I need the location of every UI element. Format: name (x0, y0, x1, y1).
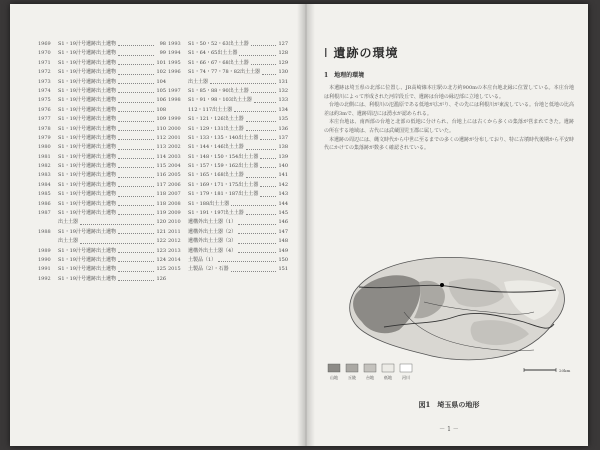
terrain-map-figure (324, 252, 574, 392)
toc-entry-title: 土製品（1） (188, 256, 217, 263)
toc-entry-title: 出土土器 (58, 238, 79, 245)
toc-entry (168, 59, 288, 68)
toc-leader-dots (118, 87, 154, 93)
book-spread (10, 4, 588, 446)
toc-entry-page: 112 (156, 134, 166, 141)
toc-entry (168, 247, 288, 256)
toc-entry-page: 142 (278, 181, 288, 188)
legend-swatch (382, 364, 394, 372)
toc-entry-code: 1988 (38, 228, 51, 235)
toc-leader-dots (246, 171, 276, 177)
toc-leader-dots (260, 181, 276, 187)
toc-entry-page: 143 (278, 191, 288, 198)
toc-entry-page: 128 (278, 50, 288, 57)
toc-entry-title: 出土土器 (58, 219, 79, 226)
toc-entry-code: 1976 (38, 106, 51, 113)
scale-label: 20km (559, 368, 571, 373)
toc-entry (168, 265, 288, 274)
toc-entry-title: S1・50・52・63出土土器 (188, 41, 249, 47)
toc-entry (168, 40, 288, 49)
toc-leader-dots (80, 218, 154, 224)
toc-entry-code: 1990 (38, 256, 51, 263)
toc-entry (38, 125, 166, 134)
toc-entry-page: 139 (278, 153, 288, 160)
toc-entry-title: S1・19汁号遺跡出土遺物 (58, 50, 116, 57)
toc-entry-title: S1・19汁号遺跡出土遺物 (58, 266, 116, 273)
toc-entry-title: 土製品（2）・石器 (188, 266, 229, 273)
legend-label: 低地 (384, 375, 392, 380)
toc-entry-code: 1969 (38, 41, 51, 47)
toc-entry-page: 99 (159, 50, 166, 57)
toc-entry-title: S1・19汁号遺跡出土遺物 (58, 181, 116, 188)
toc-entry-title: S1・169・171・175出土土器 (188, 181, 259, 188)
toc-entry-code: 1984 (38, 181, 51, 188)
legend-swatch (328, 364, 340, 372)
toc-entry-page: 124 (156, 256, 166, 263)
legend-label: 丘陵 (348, 375, 356, 380)
toc-entry (168, 171, 288, 180)
toc-leader-dots (118, 68, 154, 74)
toc-entry-title: S1・19汁号遺跡出土遺物 (58, 69, 116, 76)
toc-leader-dots (80, 237, 154, 243)
toc-entry-title: S1・19汁号遺跡出土遺物 (58, 97, 116, 104)
toc-entry-title: S1・19汁号遺跡出土遺物 (58, 41, 116, 47)
toc-entry-code: 1973 (38, 78, 51, 85)
toc-entry-code: 1999 (168, 116, 181, 123)
toc-entry-code: 2010 (168, 219, 181, 226)
toc-leader-dots (118, 200, 154, 206)
toc-entry-title: S1・19汁号遺跡出土遺物 (58, 134, 116, 141)
toc-leader-dots (246, 125, 276, 131)
page-number: － 1 － (439, 426, 459, 433)
body-text (324, 84, 574, 153)
toc-column-right (168, 40, 288, 275)
body-paragraph: 本庄台地は、南西部の台地と北部の低地に分けられ、台地上には古くから多くの集落が営まれてきた。遺跡の所在する地域は、古代には武蔵国児玉郡に属していた。 (324, 119, 574, 134)
site-marker (440, 283, 444, 287)
left-page (10, 4, 300, 446)
toc-entry (38, 49, 166, 58)
toc-leader-dots (118, 115, 154, 121)
toc-entry-page: 101 (156, 59, 166, 66)
toc-entry-code: 2004 (168, 163, 181, 170)
toc-entry (38, 115, 166, 124)
toc-entry (38, 218, 166, 227)
toc-leader-dots (251, 59, 276, 65)
toc-entry-title: S1・19汁号遺跡出土遺物 (58, 125, 116, 132)
toc-leader-dots (118, 78, 154, 84)
toc-leader-dots (246, 143, 276, 149)
toc-entry-title: S1・19汁号遺跡出土遺物 (58, 210, 116, 217)
toc-entry-page: 127 (278, 41, 288, 47)
toc-entry-code: 2013 (168, 247, 181, 254)
toc-entry-code: 2000 (168, 125, 181, 132)
toc-entry (38, 59, 166, 68)
toc-leader-dots (118, 49, 154, 55)
toc-entry-title: 遺構外出土土器（1） (188, 219, 237, 226)
toc-entry-code: 2014 (168, 256, 181, 263)
toc-leader-dots (118, 275, 154, 281)
toc-leader-dots (246, 115, 276, 121)
toc-entry-code: 2006 (168, 181, 181, 188)
toc-entry-code: 1980 (38, 144, 51, 151)
body-paragraph: 台地の北側には、利根川の氾濫原である低地が広がり、その先には利根川が東流している。台地と低地の比高差は約3mで、遺跡周辺には湧水が認められる。 (324, 102, 575, 117)
toc-entry-title: S1・19汁号遺跡出土遺物 (58, 256, 116, 263)
toc-entry (168, 115, 288, 124)
toc-entry-page: 131 (278, 78, 288, 85)
toc-entry (38, 143, 166, 152)
toc-entry-title: S1・144・146出土土器 (188, 144, 244, 151)
toc-entry (168, 125, 288, 134)
toc-entry-page: 144 (278, 200, 288, 207)
toc-entry-page: 110 (156, 125, 166, 132)
legend-swatch (400, 364, 412, 372)
toc-leader-dots (118, 181, 154, 187)
toc-leader-dots (210, 78, 276, 84)
toc-entry-title: S1・19汁号遺跡出土遺物 (58, 153, 116, 160)
toc-entry-page: 119 (156, 210, 166, 217)
toc-entry (38, 228, 166, 237)
toc-entry (168, 190, 288, 199)
toc-entry (38, 247, 166, 256)
toc-entry-page: 121 (156, 228, 166, 235)
toc-entry-code: 2009 (168, 210, 181, 217)
toc-entry-page: 148 (278, 238, 288, 245)
toc-entry-page: 106 (156, 97, 166, 104)
toc-entry-page: 118 (156, 200, 166, 207)
toc-entry (38, 171, 166, 180)
toc-entry-code (38, 218, 58, 227)
toc-leader-dots (239, 49, 276, 55)
toc-entry-title: S1・19汁号遺跡出土遺物 (58, 78, 116, 85)
legend-label: 台地 (366, 375, 374, 380)
toc-entry (168, 106, 288, 115)
toc-entry-code: 1981 (38, 153, 51, 160)
toc-entry-title: S1・74・77・78・82出土土器 (188, 69, 261, 76)
toc-entry-page: 123 (156, 247, 166, 254)
toc-entry (38, 134, 166, 143)
toc-entry (168, 78, 288, 87)
toc-entry-page: 136 (278, 125, 288, 132)
toc-entry-title: S1・19汁号遺跡出土遺物 (58, 275, 116, 282)
toc-entry (168, 228, 288, 237)
toc-entry-page: 108 (156, 106, 166, 113)
toc-entry-page: 126 (156, 275, 166, 282)
toc-entry-page: 114 (156, 153, 166, 160)
toc-entry-title: 遺構外出土土器（4） (188, 247, 237, 254)
toc-entry-code: 1975 (38, 97, 51, 104)
toc-entry (168, 218, 288, 227)
toc-entry-code: 1989 (38, 247, 51, 254)
toc-leader-dots (218, 256, 276, 262)
toc-entry-code: 1996 (168, 69, 181, 76)
toc-leader-dots (118, 228, 154, 234)
toc-entry-page: 122 (156, 238, 166, 245)
toc-entry-page: 134 (278, 106, 288, 113)
toc-entry-code: 1997 (168, 87, 181, 94)
toc-leader-dots (118, 247, 154, 253)
toc-entry-title: S1・19汁号遺跡出土遺物 (58, 59, 116, 66)
toc-entry-title: S1・188出土土器 (188, 200, 230, 207)
section-title: 1 地理的環境 (324, 72, 365, 79)
toc-entry-code: 1992 (38, 275, 51, 282)
toc-entry-code: 1991 (38, 266, 51, 273)
chapter-number: Ⅰ (324, 45, 328, 60)
toc-entry-title: S1・191・197出土土器 (188, 210, 244, 217)
toc-entry (38, 87, 166, 96)
toc-entry-page: 113 (156, 144, 166, 151)
toc-entry-code (38, 237, 58, 246)
toc-leader-dots (246, 209, 276, 215)
toc-entry-page: 104 (156, 78, 166, 85)
toc-leader-dots (118, 209, 154, 215)
toc-entry-title: 出土土器 (188, 78, 209, 85)
legend-label: 山地 (330, 375, 338, 380)
toc-entry (38, 200, 166, 209)
toc-entry-title: S1・19汁号遺跡出土遺物 (58, 247, 116, 254)
terrain-map (324, 252, 574, 392)
toc-leader-dots (118, 134, 154, 140)
toc-entry-page: 102 (156, 69, 166, 76)
toc-leader-dots (251, 40, 276, 46)
toc-entry (38, 40, 166, 49)
chapter-heading (324, 44, 399, 61)
toc-entry (38, 256, 166, 265)
toc-leader-dots (262, 68, 276, 74)
toc-entry-title: 遺構外出土土器（2） (188, 228, 237, 235)
toc-leader-dots (118, 153, 154, 159)
toc-entry (38, 181, 166, 190)
toc-leader-dots (260, 190, 276, 196)
toc-leader-dots (260, 153, 276, 159)
toc-entry-title: 遺構外出土土器（3） (188, 238, 237, 245)
toc-entry-page: 115 (156, 163, 166, 170)
toc-entry-code: 1995 (168, 59, 181, 66)
toc-leader-dots (234, 106, 276, 112)
toc-entry (168, 200, 288, 209)
toc-entry-page: 151 (278, 266, 288, 273)
toc-entry-page: 137 (278, 134, 288, 141)
toc-entry-page: 105 (156, 87, 166, 94)
toc-entry (38, 96, 166, 105)
toc-leader-dots (118, 125, 154, 131)
toc-leader-dots (251, 87, 276, 93)
toc-entry-code: 1985 (38, 191, 51, 198)
toc-entry-code: 2012 (168, 238, 181, 245)
toc-entry-title: S1・85・88・90出土土器 (188, 87, 249, 94)
toc-entry (38, 237, 166, 246)
toc-entry-title: S1・157・159・162出土土器 (188, 163, 259, 170)
toc-leader-dots (238, 218, 276, 224)
toc-entry (38, 162, 166, 171)
toc-entry-page: 109 (156, 116, 166, 123)
toc-entry-title: S1・19汁号遺跡出土遺物 (58, 228, 116, 235)
body-paragraph: 本遺跡は埼玉県の北部に位置し、JR高崎線本庄駅の北方約900mの本庄台地北縁に位置している。本庄台地は利根川によって形成された河岸段丘で、遺跡は台地の縁辺部に立地している。 (324, 85, 574, 100)
toc-leader-dots (118, 162, 154, 168)
toc-entry (38, 106, 166, 115)
toc-entry-code: 1986 (38, 200, 51, 207)
toc-entry-title: S1・19汁号遺跡出土遺物 (58, 87, 116, 94)
toc-entry-title: S1・19汁号遺跡出土遺物 (58, 163, 116, 170)
toc-leader-dots (238, 228, 276, 234)
toc-entry-title: S1・66・67・68出土土器 (188, 59, 249, 66)
toc-entry-page: 117 (156, 181, 166, 188)
toc-entry (38, 209, 166, 218)
toc-entry-page: 132 (278, 87, 288, 94)
toc-entry (38, 190, 166, 199)
toc-leader-dots (118, 143, 154, 149)
toc-entry-code: 2011 (168, 228, 181, 235)
toc-entry-page: 147 (278, 228, 288, 235)
toc-entry-title: S1・19汁号遺跡出土遺物 (58, 191, 116, 198)
toc-leader-dots (118, 59, 154, 65)
toc-entry-title: S1・121・126出土土器 (188, 116, 244, 123)
toc-entry (38, 68, 166, 77)
toc-entry-page: 145 (278, 210, 288, 217)
toc-entry (168, 237, 288, 246)
toc-leader-dots (118, 171, 154, 177)
toc-entry-title: S1・91・98・103出土土器 (188, 97, 252, 104)
toc-entry (168, 68, 288, 77)
toc-entry-page: 118 (156, 191, 166, 198)
toc-entry-page: 150 (278, 256, 288, 263)
toc-leader-dots (118, 190, 154, 196)
toc-entry-page: 116 (156, 172, 166, 179)
toc-entry-code: 2001 (168, 134, 181, 141)
toc-entry (168, 49, 288, 58)
toc-leader-dots (238, 247, 276, 253)
toc-entry-title: S1・179・181・187出土土器 (188, 191, 259, 198)
toc-entry (168, 162, 288, 171)
toc-entry-code: 2015 (168, 266, 181, 273)
toc-entry (38, 275, 166, 284)
toc-entry-code: 1998 (168, 97, 181, 104)
toc-entry-code: 2008 (168, 200, 181, 207)
toc-entry-title: S1・19汁号遺跡出土遺物 (58, 172, 116, 179)
toc-entry-code: 2005 (168, 172, 181, 179)
toc-entry (168, 209, 288, 218)
toc-entry-page: 129 (278, 59, 288, 66)
toc-entry (38, 153, 166, 162)
toc-entry (168, 153, 288, 162)
right-page (310, 4, 588, 446)
toc-entry-title: S1・19汁号遺跡出土遺物 (58, 106, 116, 113)
toc-entry-title: S1・129・131出土土器 (188, 125, 244, 132)
toc-entry-page: 141 (278, 172, 288, 179)
toc-entry-code (168, 78, 188, 87)
toc-entry-code: 2007 (168, 191, 181, 198)
toc-entry-page: 125 (156, 266, 166, 273)
toc-leader-dots (231, 265, 276, 271)
toc-leader-dots (118, 256, 154, 262)
toc-entry (168, 181, 288, 190)
toc-entry-code: 1977 (38, 116, 51, 123)
toc-entry-code: 2003 (168, 153, 181, 160)
body-paragraph: 本遺跡の周辺には、縄文時代から中世に至るまでの多くの遺跡が分布しており、特に古墳時代後期から平安時代にかけての集落跡が数多く確認されている。 (324, 136, 575, 152)
toc-entry (38, 78, 166, 87)
toc-entry (168, 143, 288, 152)
toc-leader-dots (118, 40, 154, 46)
toc-entry-page: 135 (278, 116, 288, 123)
toc-entry-code: 1971 (38, 59, 51, 66)
toc-leader-dots (260, 134, 276, 140)
toc-entry (38, 265, 166, 274)
toc-entry-title: 112・117出土土器 (188, 106, 233, 113)
toc-entry-code: 1974 (38, 87, 51, 94)
toc-leader-dots (118, 106, 154, 112)
toc-leader-dots (254, 96, 276, 102)
toc-entry-code: 1979 (38, 134, 51, 141)
toc-entry (168, 87, 288, 96)
toc-entry-page: 146 (278, 219, 288, 226)
toc-entry-code: 1978 (38, 125, 51, 132)
legend-label: 河川 (402, 375, 410, 380)
toc-entry-page: 133 (278, 97, 288, 104)
toc-entry-code: 1983 (38, 172, 51, 179)
toc-entry-code: 1993 (168, 41, 181, 47)
toc-entry-title: S1・165・168出土土器 (188, 172, 244, 179)
toc-leader-dots (118, 96, 154, 102)
toc-entry-title: S1・19汁号遺跡出土遺物 (58, 116, 116, 123)
toc-entry-title: S1・133・135・140出土土器 (188, 134, 259, 141)
legend-swatch (346, 364, 358, 372)
toc-entry-code: 1970 (38, 50, 51, 57)
toc-entry-title: S1・148・150・154出土土器 (188, 153, 259, 160)
toc-entry-page: 98 (159, 41, 166, 47)
toc-entry-code (168, 106, 188, 115)
toc-column-left (38, 40, 166, 284)
toc-leader-dots (260, 162, 276, 168)
toc-entry-code: 1987 (38, 210, 51, 217)
toc-entry-title: S1・19汁号遺跡出土遺物 (58, 200, 116, 207)
toc-entry (168, 134, 288, 143)
toc-entry-code: 1994 (168, 50, 181, 57)
toc-entry-page: 130 (278, 69, 288, 76)
toc-entry (168, 96, 288, 105)
toc-entry-page: 120 (156, 219, 166, 226)
toc-entry-code: 1972 (38, 69, 51, 76)
legend-swatch (364, 364, 376, 372)
toc-leader-dots (118, 265, 154, 271)
toc-entry-code: 1982 (38, 163, 51, 170)
toc-entry-code: 2002 (168, 144, 181, 151)
toc-entry-title: S1・19汁号遺跡出土遺物 (58, 144, 116, 151)
figure-caption: 図1 埼玉県の地形 (418, 400, 480, 409)
toc-entry-page: 149 (278, 247, 288, 254)
toc-leader-dots (231, 200, 276, 206)
chapter-title: 遺跡の環境 (333, 46, 399, 60)
toc-leader-dots (238, 237, 276, 243)
toc-entry-title: S1・64・65出土土器 (188, 50, 238, 57)
toc-entry-page: 140 (278, 163, 288, 170)
toc-entry-page: 138 (278, 144, 288, 151)
toc-entry (168, 256, 288, 265)
